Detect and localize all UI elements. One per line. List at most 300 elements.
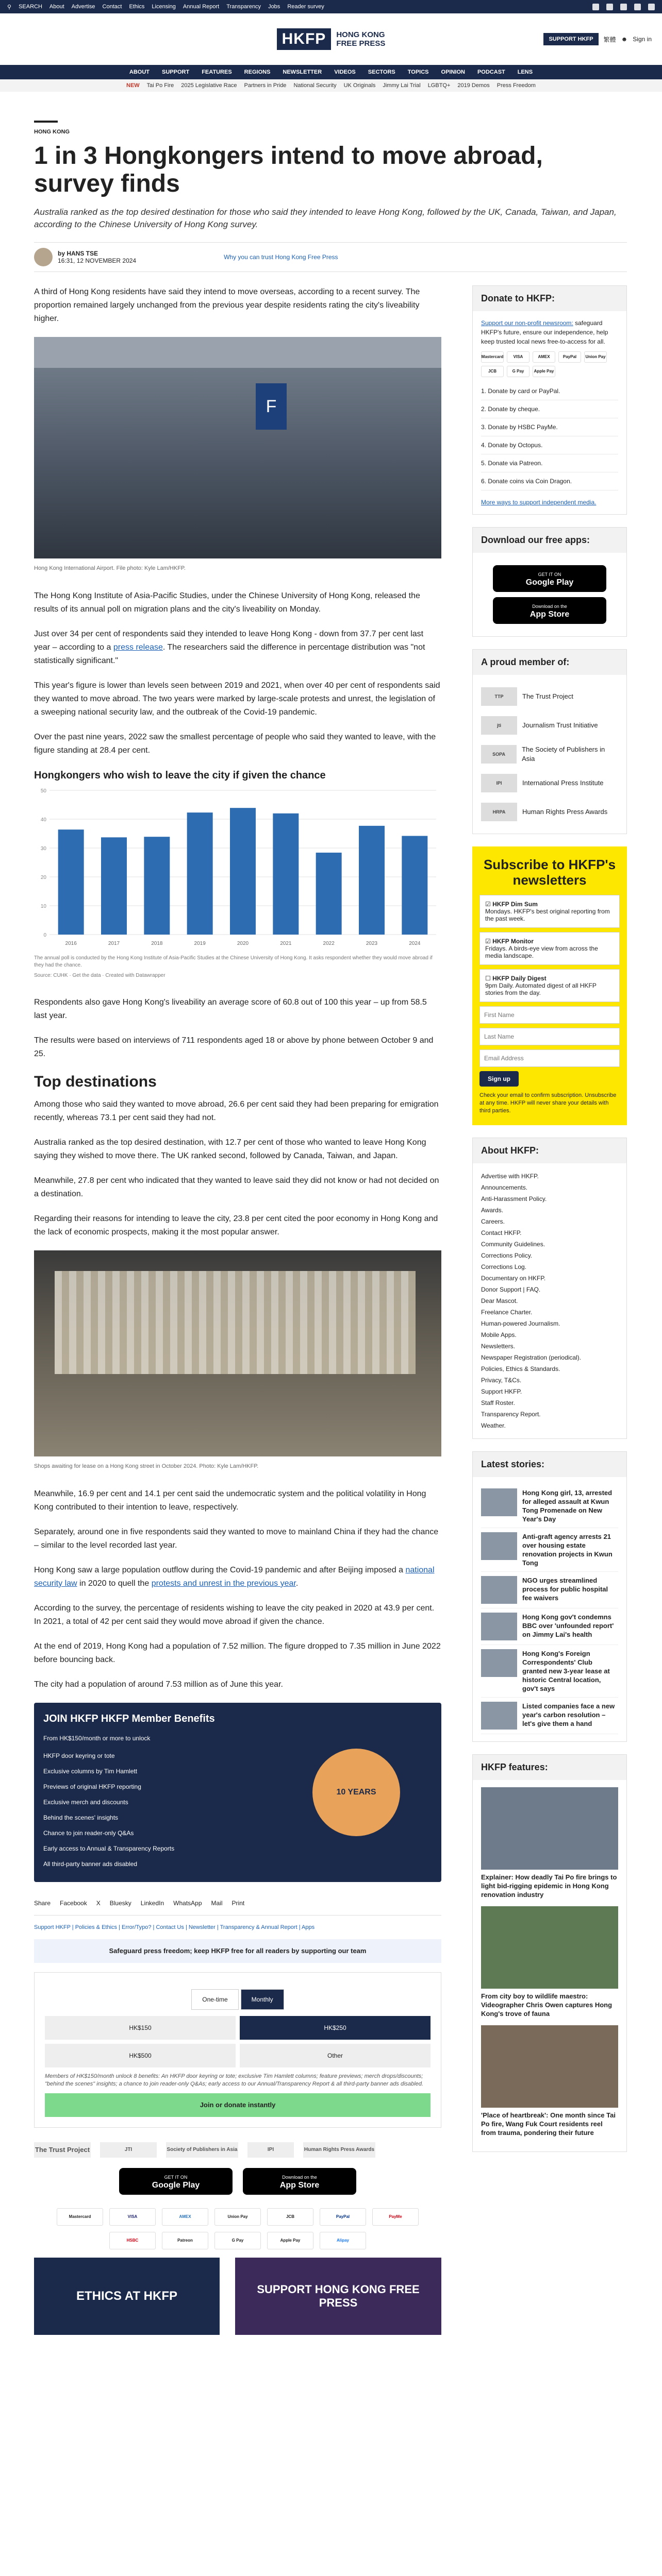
tag-link[interactable]: Error/Typo? <box>122 1924 152 1930</box>
about-link[interactable]: Transparency Report. <box>481 1411 541 1418</box>
latest-thumb <box>481 1532 517 1560</box>
member-item[interactable] <box>481 682 618 711</box>
about-link[interactable]: Human-powered Journalism. <box>481 1320 560 1327</box>
newsletter-option[interactable] <box>479 895 620 928</box>
donate-method[interactable]: 2. Donate by cheque. <box>481 400 618 418</box>
about-link[interactable]: Staff Roster. <box>481 1399 515 1406</box>
about-list <box>473 1163 626 1438</box>
newsletter-option[interactable] <box>479 932 620 965</box>
trend-item[interactable]: Jimmy Lai Trial <box>383 82 421 89</box>
facebook-icon[interactable] <box>592 4 599 10</box>
frequency-toggle <box>45 1989 431 2010</box>
nav-newsletter[interactable]: NEWSLETTER <box>283 69 322 75</box>
checkbox-icon[interactable]: ☑ <box>485 938 491 945</box>
bar-2022[interactable] <box>316 853 342 935</box>
promo-heading: JOIN HKFP HKFP Member Benefits <box>43 1713 215 1724</box>
share-bluesky[interactable]: Bluesky <box>109 1900 131 1907</box>
search-link[interactable]: SEARCH <box>19 4 42 10</box>
gpay-icon: G Pay <box>507 366 529 377</box>
logo-mark: HKFP <box>277 28 332 50</box>
tag-link[interactable]: Support HKFP <box>34 1924 71 1930</box>
press-release-link[interactable]: press release <box>113 643 163 652</box>
util-link-licensing[interactable]: Licensing <box>152 4 176 10</box>
about-link[interactable]: Mobile Apps. <box>481 1331 517 1338</box>
logo-name-line1: HONG KONG <box>336 30 385 39</box>
app-store-label: App Store <box>279 2181 320 2190</box>
newsletter-name: HKFP Monitor <box>492 938 534 945</box>
feature-card[interactable] <box>481 2025 618 2137</box>
applepay-icon: Apple Pay <box>533 366 555 377</box>
bar-2019[interactable] <box>187 812 213 935</box>
page-wrap <box>0 121 662 2335</box>
donate-widget <box>34 1972 441 2128</box>
x-icon[interactable] <box>606 4 613 10</box>
latest-thumb <box>481 1576 517 1604</box>
newsletter-title: Subscribe to HKFP's newsletters <box>483 857 616 888</box>
promo-sub: From HK$150/month or more to unlock <box>43 1735 151 1742</box>
app-store-label: App Store <box>529 610 570 619</box>
donate-method[interactable]: 5. Donate via Patreon. <box>481 454 618 472</box>
newsletter-fineprint: Check your email to confirm subscription. Unsubscribe at any time. HKFP will never share your details with third parties. <box>479 1092 617 1114</box>
bar-2021[interactable] <box>273 814 299 935</box>
google-play-small: GET IT ON <box>164 2175 188 2180</box>
trend-item[interactable]: National Security <box>293 82 337 89</box>
feature-card[interactable] <box>481 1906 618 2018</box>
about-link[interactable]: Support HKFP. <box>481 1388 522 1395</box>
latest-title: Anti-graft agency arrests 21 over housing estate renovation projects in Kwun Tong <box>522 1533 613 1567</box>
about-box-title: About HKFP: <box>473 1138 626 1163</box>
donate-box-text: safeguard HKFP's future, ensure our independence, help keep trusted local news free-to-access for all. <box>481 319 608 345</box>
text-span: . The researchers said the difference in percentage distribution was "not statistically significant." <box>34 643 425 665</box>
member-item[interactable] <box>481 798 618 826</box>
y-tick-label: 40 <box>40 817 46 823</box>
bar-2023[interactable] <box>359 826 385 935</box>
jcb-icon: JCB <box>267 2208 313 2226</box>
benefit-item: Chance to join reader-only Q&As <box>43 1829 134 1837</box>
about-link[interactable]: Newspaper Registration (periodical). <box>481 1354 582 1361</box>
support-promo[interactable]: SUPPORT HONG KONG FREE PRESS <box>235 2258 441 2335</box>
about-link[interactable]: Donor Support | FAQ. <box>481 1286 541 1293</box>
trend-item[interactable]: 2025 Legislative Race <box>181 82 237 89</box>
donate-method[interactable]: 6. Donate coins via Coin Dragon. <box>481 472 618 490</box>
bar-2020[interactable] <box>230 808 256 935</box>
nav-sectors[interactable]: SECTORS <box>368 69 395 75</box>
x-tick-label: 2018 <box>151 941 163 946</box>
benefits-list <box>43 1749 280 1871</box>
amex-icon: AMEX <box>533 351 555 363</box>
paragraph: This year's figure is lower than levels seen between 2019 and 2021, when over 40 per cent of respondents said they wanted to move abroad. The two years were marked by large-scale protests and unrest, the legislation of a sweeping national security law, and the outbreak of the Covid-19 pandemic. <box>34 681 440 717</box>
newsletter-box <box>472 846 627 1125</box>
sidebar <box>472 285 627 2335</box>
paragraph: Australia ranked as the top desired destination, with 12.7 per cent of those who wanted to leave Hong Kong saying they wished to move there. The UK ranked second, followed by Canada, Taiwan, and Japan. <box>34 1138 426 1160</box>
checkbox-icon[interactable]: ☐ <box>485 975 491 982</box>
paragraph: Regarding their reasons for intending to leave the city, 23.8 per cent cited the poor economy in Hong Kong and the lack of economic prospects, making it the most popular answer. <box>34 1214 438 1236</box>
util-link-ethics[interactable]: Ethics <box>129 4 145 10</box>
donate-box <box>472 285 627 515</box>
google-play-badge[interactable] <box>119 2168 233 2195</box>
amount-options <box>45 2016 431 2067</box>
payme-icon: PayMe <box>372 2208 419 2226</box>
member-item[interactable] <box>481 711 618 740</box>
anniversary-badge: 10 YEARS <box>336 1788 376 1797</box>
tag-link[interactable]: Apps <box>302 1924 315 1930</box>
amount-option-selected[interactable]: HK$250 <box>240 2016 431 2040</box>
search-icon[interactable]: ⚲ <box>7 4 12 10</box>
util-link-reader-survey[interactable]: Reader survey <box>287 4 324 10</box>
benefit-item: Previews of original HKFP reporting <box>43 1783 141 1790</box>
airport-photo <box>34 337 441 558</box>
article-body <box>34 285 441 2335</box>
x-tick-label: 2021 <box>280 941 292 946</box>
author-name[interactable]: by HANS TSE <box>58 250 98 257</box>
chart-note: The annual poll is conducted by the Hong Kong Institute of Asia-Pacific Studies at the Chinese University of Hong Kong. It asks respondent whether they would move abroad if they had the chance. <box>34 955 433 968</box>
latest-item[interactable] <box>481 1608 618 1645</box>
features-box-title: HKFP features: <box>473 1755 626 1780</box>
member-name: International Press Institute <box>522 779 604 787</box>
tag-link[interactable]: Transparency & Annual Report <box>220 1924 297 1930</box>
feature-title: From city boy to wildlife maestro: Videographer Chris Owen captures Hong Kong's trove of fauna <box>481 1992 613 2018</box>
util-link-transparency[interactable]: Transparency <box>226 4 261 10</box>
latest-thumb <box>481 1649 517 1677</box>
nav-topics[interactable]: TOPICS <box>407 69 429 75</box>
about-link[interactable]: Announcements. <box>481 1184 528 1191</box>
photo-caption: Hong Kong International Airport. File photo: Kyle Lam/HKFP. <box>34 565 186 571</box>
members-box-title: A proud member of: <box>473 650 626 675</box>
google-play-label: Google Play <box>525 578 574 587</box>
x-tick-label: 2023 <box>366 941 378 946</box>
paypal-icon: PayPal <box>320 2208 366 2226</box>
unionpay-icon: Union Pay <box>584 351 607 363</box>
apps-box <box>472 527 627 637</box>
mastercard-icon: Mastercard <box>57 2208 103 2226</box>
byline-text <box>58 250 136 264</box>
google-play-badge[interactable] <box>493 565 606 592</box>
paragraph: Meanwhile, 16.9 per cent and 14.1 per cent said the undemocratic system and the political volatility in Hong Kong contributed to their intention to leave, respectively. <box>34 1489 426 1512</box>
email-field[interactable] <box>479 1049 620 1067</box>
visa-icon: VISA <box>507 351 529 363</box>
feature-image <box>481 2025 618 2108</box>
benefit-item: Exclusive columns by Tim Hamlett <box>43 1768 138 1775</box>
hsbc-icon: HSBC <box>109 2232 156 2249</box>
util-link-jobs[interactable]: Jobs <box>268 4 280 10</box>
member-name: Journalism Trust Initiative <box>522 721 598 729</box>
protests-link[interactable]: protests and unrest in the previous year <box>151 1579 296 1588</box>
about-link[interactable]: Awards. <box>481 1207 504 1214</box>
nav-about[interactable]: ABOUT <box>129 69 150 75</box>
newsletter-desc: Fridays. A birds-eye view from across the media landscape. <box>485 945 598 959</box>
bar-2017[interactable] <box>101 837 127 935</box>
trend-item[interactable]: Press Freedom <box>496 82 536 89</box>
badge-jti[interactable]: JTI <box>100 2142 157 2158</box>
utility-bar <box>0 0 662 13</box>
about-link[interactable]: Weather. <box>481 1422 506 1429</box>
about-link[interactable]: Careers. <box>481 1218 505 1225</box>
sopa-icon: SOPA <box>481 745 517 764</box>
trend-item[interactable]: Partners in Pride <box>244 82 287 89</box>
latest-title: NGO urges streamlined process for public hospital fee waivers <box>522 1577 608 1602</box>
feature-image <box>481 1906 618 1989</box>
about-link[interactable]: Anti-Harassment Policy. <box>481 1195 547 1202</box>
content-columns <box>34 285 628 2335</box>
nav-features[interactable]: FEATURES <box>202 69 232 75</box>
about-link[interactable]: Community Guidelines. <box>481 1241 545 1248</box>
about-link[interactable]: Newsletters. <box>481 1343 516 1350</box>
about-link[interactable]: Freelance Charter. <box>481 1309 533 1316</box>
instagram-icon[interactable] <box>620 4 627 10</box>
trend-item[interactable]: 2019 Demos <box>457 82 490 89</box>
newsletter-desc: Mondays. HKFP's best original reporting from the past week. <box>485 908 610 922</box>
user-icon[interactable]: ☻ <box>621 36 628 43</box>
donate-method[interactable]: 4. Donate by Octopus. <box>481 436 618 454</box>
share-whatsapp[interactable]: WhatsApp <box>173 1900 202 1907</box>
latest-item[interactable] <box>481 1528 618 1572</box>
member-benefits-promo[interactable] <box>34 1703 441 1882</box>
x-tick-label: 2022 <box>323 941 335 946</box>
about-link[interactable]: Corrections Log. <box>481 1263 527 1270</box>
badge-sopa[interactable]: Society of Publishers in Asia <box>166 2142 238 2158</box>
about-link[interactable]: Corrections Policy. <box>481 1252 533 1259</box>
tag-link[interactable]: Policies & Ethics <box>75 1924 118 1930</box>
paragraph: Over the past nine years, 2022 saw the smallest percentage of people who said they wanted to leave, with the figure standing at 28.4 per cent. <box>34 733 436 755</box>
bar-2024[interactable] <box>402 836 427 935</box>
main-nav <box>0 65 662 79</box>
sign-in-link[interactable]: Sign in <box>633 36 652 43</box>
newsletter-name: HKFP Daily Digest <box>492 975 547 982</box>
util-link-advertise[interactable]: Advertise <box>71 4 95 10</box>
bar-2018[interactable] <box>144 837 170 935</box>
amount-option[interactable]: HK$150 <box>45 2016 236 2040</box>
paragraph: Among those who said they wanted to move abroad, 26.6 per cent said they had been preparing for emigration recently, whereas 73.1 per cent said they had not. <box>34 1100 439 1122</box>
ethics-promo[interactable]: ETHICS AT HKFP <box>34 2258 220 2335</box>
youtube-icon[interactable] <box>634 4 641 10</box>
nsl-link[interactable]: national security law <box>34 1566 435 1588</box>
newsletter-desc: 9pm Daily. Automated digest of all HKFP stories from the day. <box>485 982 597 996</box>
latest-thumb <box>481 1702 517 1730</box>
gate-sign-icon: F <box>256 383 287 430</box>
member-name: The Trust Project <box>522 692 573 700</box>
last-name-field[interactable] <box>479 1028 620 1045</box>
donate-method[interactable]: 1. Donate by card or PayPal. <box>481 382 618 400</box>
benefit-item: Exclusive merch and discounts <box>43 1799 128 1806</box>
donate-box-link[interactable]: Support our non-profit newsroom: <box>481 319 573 327</box>
paragraph: At the end of 2019, Hong Kong had a population of 7.52 million. The figure dropped to 7.35 million in June 2022 before bouncing back. <box>34 1642 441 1664</box>
paragraph <box>34 628 441 668</box>
x-tick-label: 2016 <box>65 941 77 946</box>
badge-hrpa[interactable]: Human Rights Press Awards <box>303 2142 375 2158</box>
monthly-tab[interactable]: Monthly <box>241 1989 284 2010</box>
app-store-small: Download on the <box>282 2175 317 2180</box>
about-link[interactable]: Privacy, T&Cs. <box>481 1377 522 1384</box>
mastercard-icon: Mastercard <box>481 351 504 363</box>
article-title: 1 in 3 Hongkongers intend to move abroad, survey finds <box>34 142 543 197</box>
about-link[interactable]: Contact HKFP. <box>481 1229 522 1236</box>
jcb-icon: JCB <box>481 366 504 377</box>
app-store-small: Download on the <box>532 604 567 609</box>
mail-icon[interactable] <box>648 4 655 10</box>
share-mail[interactable]: Mail <box>211 1900 223 1907</box>
trend-item[interactable]: Tai Po Fire <box>146 82 174 89</box>
alipay-icon: Alipay <box>320 2232 366 2249</box>
amount-option[interactable]: HK$500 <box>45 2044 236 2067</box>
util-link-contact[interactable]: Contact <box>102 4 122 10</box>
latest-title: Hong Kong's Foreign Correspondents' Club granted new 3-year lease at historic Central location, gov't says <box>522 1650 610 1692</box>
ipi-icon: IPI <box>481 774 517 792</box>
y-tick-label: 50 <box>40 788 46 794</box>
feature-title: 'Place of heartbreak': One month since Tai Po fire, Wang Fuk Court residents reel from trauma, pondering their future <box>481 2111 616 2137</box>
patreon-icon: Patreon <box>162 2232 208 2249</box>
app-badges-row <box>34 2163 441 2200</box>
donate-method[interactable]: 3. Donate by HSBC PayMe. <box>481 418 618 436</box>
share-facebook[interactable]: Facebook <box>60 1900 87 1907</box>
trust-project-icon: TTP <box>481 687 517 706</box>
first-name-field[interactable] <box>479 1006 620 1024</box>
paragraph <box>34 1564 441 1590</box>
feature-card[interactable] <box>481 1787 618 1899</box>
y-tick-label: 30 <box>40 846 46 852</box>
trending-bar <box>0 79 662 92</box>
paragraph: Separately, around one in five respondents said they wanted to move to mainland China if they had the chance – similar to the level recorded last year. <box>34 1528 439 1550</box>
section-kicker[interactable]: HONG KONG <box>34 121 58 135</box>
promo-text <box>43 1712 280 1873</box>
paragraph: The city had a population of around 7.53 million as of June this year. <box>34 1680 283 1689</box>
text-span: in 2020 to quell the <box>77 1579 152 1588</box>
hrpa-icon: HRPA <box>481 803 517 821</box>
members-box-body <box>473 675 626 834</box>
unionpay-icon: Union Pay <box>214 2208 261 2226</box>
nav-opinion[interactable]: OPINION <box>441 69 465 75</box>
jti-icon: jti <box>481 716 517 735</box>
logo-name <box>336 30 385 48</box>
more-ways-link[interactable]: More ways to support independent media. <box>481 499 597 506</box>
x-tick-label: 2020 <box>237 941 249 946</box>
member-item[interactable] <box>481 740 618 769</box>
y-tick-label: 0 <box>43 933 46 938</box>
donate-fineprint: Members of HK$150/month unlock 8 benefits: An HKFP door keyring or tote; exclusive Tim Hamlett columns; feature previews; merch drops/discounts; "behind the scenes" insights; a chance to join reader-only Q&As; early access to our Annual/Transparency Report & all third-party banner ads disabled. <box>45 2073 424 2087</box>
donate-box-body <box>473 311 626 514</box>
latest-box <box>472 1451 627 1742</box>
apps-box-body <box>473 553 626 636</box>
join-button[interactable]: Join or donate instantly <box>45 2093 431 2117</box>
photo-shopfront <box>55 1271 416 1374</box>
deer-mascot-icon <box>312 1749 400 1836</box>
donate-methods <box>481 382 618 490</box>
feature-title: Explainer: How deadly Tai Po fire brings to light bid-rigging epidemic in Hong Kong renovation industry <box>481 1873 617 1899</box>
support-button[interactable]: SUPPORT HKFP <box>543 33 598 45</box>
y-tick-label: 20 <box>40 875 46 880</box>
nav-regions[interactable]: REGIONS <box>244 69 271 75</box>
latest-item[interactable] <box>481 1484 618 1528</box>
chart-title: Hongkongers who wish to leave the city if given the chance <box>34 770 326 781</box>
site-logo[interactable] <box>277 28 386 50</box>
trend-item[interactable]: LGBTQ+ <box>427 82 451 89</box>
shops-photo <box>34 1250 441 1456</box>
chart-source[interactable]: Source: CUHK · Get the data · Created with Datawrapper <box>34 973 166 978</box>
about-link[interactable]: Documentary on HKFP. <box>481 1275 546 1282</box>
paragraph: A third of Hong Kong residents have said they intend to move overseas, according to a recent survey. The proportion remained largely unchanged from the previous year despite residents rating the city's liveability higher. <box>34 287 420 323</box>
trend-item[interactable]: UK Originals <box>343 82 376 89</box>
nav-videos[interactable]: VIDEOS <box>334 69 356 75</box>
language-link[interactable]: 繁體 <box>603 36 616 43</box>
about-box <box>472 1138 627 1439</box>
nav-lens[interactable]: LENS <box>517 69 533 75</box>
donate-box-title: Donate to HKFP: <box>473 286 626 311</box>
bar-2016[interactable] <box>58 829 84 935</box>
benefit-item: Behind the scenes' insights <box>43 1814 119 1821</box>
share-print[interactable]: Print <box>231 1900 245 1907</box>
share-bar <box>34 1891 441 1916</box>
features-list <box>473 1780 626 2151</box>
logo-name-line2: FREE PRESS <box>336 39 386 48</box>
publish-date: 16:31, 12 NOVEMBER 2024 <box>58 257 137 264</box>
benefit-item: Early access to Annual & Transparency Reports <box>43 1845 175 1852</box>
about-link[interactable]: Policies, Ethics & Standards. <box>481 1365 560 1372</box>
badge-ipi[interactable]: IPI <box>247 2142 294 2158</box>
amount-option[interactable]: Other <box>240 2044 431 2067</box>
mascot-area <box>280 1712 432 1873</box>
latest-item[interactable] <box>481 1645 618 1698</box>
text-span: Just over 34 per cent of respondents said they intended to leave Hong Kong - down from 37.7 per cent last year – according to a <box>34 630 424 652</box>
share-label: Share <box>34 1900 51 1907</box>
paypal-icon: PayPal <box>558 351 581 363</box>
util-link-about[interactable]: About <box>49 4 64 10</box>
nav-support[interactable]: SUPPORT <box>162 69 190 75</box>
about-link[interactable]: Dear Mascot. <box>481 1297 518 1304</box>
apps-box-title: Download our free apps: <box>473 528 626 553</box>
benefit-item: All third-party banner ads disabled <box>43 1860 138 1868</box>
latest-item[interactable] <box>481 1698 618 1734</box>
newsletter-signup-button[interactable]: Sign up <box>479 1071 519 1087</box>
tag-link[interactable]: Newsletter <box>188 1924 216 1930</box>
author-avatar[interactable] <box>34 248 53 266</box>
share-linkedin[interactable]: LinkedIn <box>140 1900 164 1907</box>
bar-chart <box>34 785 441 950</box>
photo-caption: Shops awaiting for lease on a Hong Kong street in October 2024. Photo: Kyle Lam/HKFP. <box>34 1463 259 1469</box>
checkbox-icon[interactable]: ☑ <box>485 901 491 908</box>
x-tick-label: 2019 <box>194 941 206 946</box>
nav-podcast[interactable]: PODCAST <box>477 69 505 75</box>
trust-link[interactable]: Why you can trust Hong Kong Free Press <box>224 253 338 261</box>
member-name: The Society of Publishers in Asia <box>522 745 605 762</box>
member-badges-row <box>34 2137 441 2163</box>
share-x[interactable]: X <box>96 1900 101 1907</box>
safeguard-banner[interactable]: Safeguard press freedom; keep HKFP free for all readers by supporting our team <box>34 1939 441 1963</box>
google-play-small: GET IT ON <box>538 572 561 577</box>
amex-icon: AMEX <box>162 2208 208 2226</box>
masthead-actions <box>543 33 652 45</box>
about-link[interactable]: Advertise with HKFP. <box>481 1173 539 1180</box>
x-tick-label: 2024 <box>409 941 421 946</box>
newsletter-option[interactable] <box>479 969 620 1002</box>
payment-logos <box>34 2208 441 2249</box>
app-store-badge[interactable] <box>243 2168 356 2195</box>
gpay-icon: G Pay <box>214 2232 261 2249</box>
util-link-annual-report[interactable]: Annual Report <box>183 4 220 10</box>
member-item[interactable] <box>481 769 618 798</box>
one-time-tab[interactable]: One-time <box>191 1989 238 2010</box>
masthead <box>0 13 662 65</box>
latest-title: Hong Kong gov't condemns BBC over 'unfounded report' on Jimmy Lai's health <box>522 1613 614 1638</box>
latest-thumb <box>481 1613 517 1640</box>
paragraph: Meanwhile, 27.8 per cent who indicated that they wanted to leave said they did not know or had not decided on a destination. <box>34 1176 439 1198</box>
article-standfirst: Australia ranked as the top desired destination for those who said they intended to leave Hong Kong, followed by the UK, Canada, Taiwan, and Japan, according to the Chinese University of Hong Kong survey. <box>34 207 617 229</box>
bottom-promos <box>34 2258 441 2335</box>
paragraph: The results were based on interviews of 711 respondents aged 18 or above by phone between October 9 and 25. <box>34 1036 434 1058</box>
badge-trust-project[interactable]: The Trust Project <box>34 2142 91 2158</box>
app-store-badge[interactable] <box>493 597 606 624</box>
y-tick-label: 10 <box>40 904 46 909</box>
latest-item[interactable] <box>481 1572 618 1608</box>
tag-link[interactable]: Contact Us <box>156 1924 184 1930</box>
